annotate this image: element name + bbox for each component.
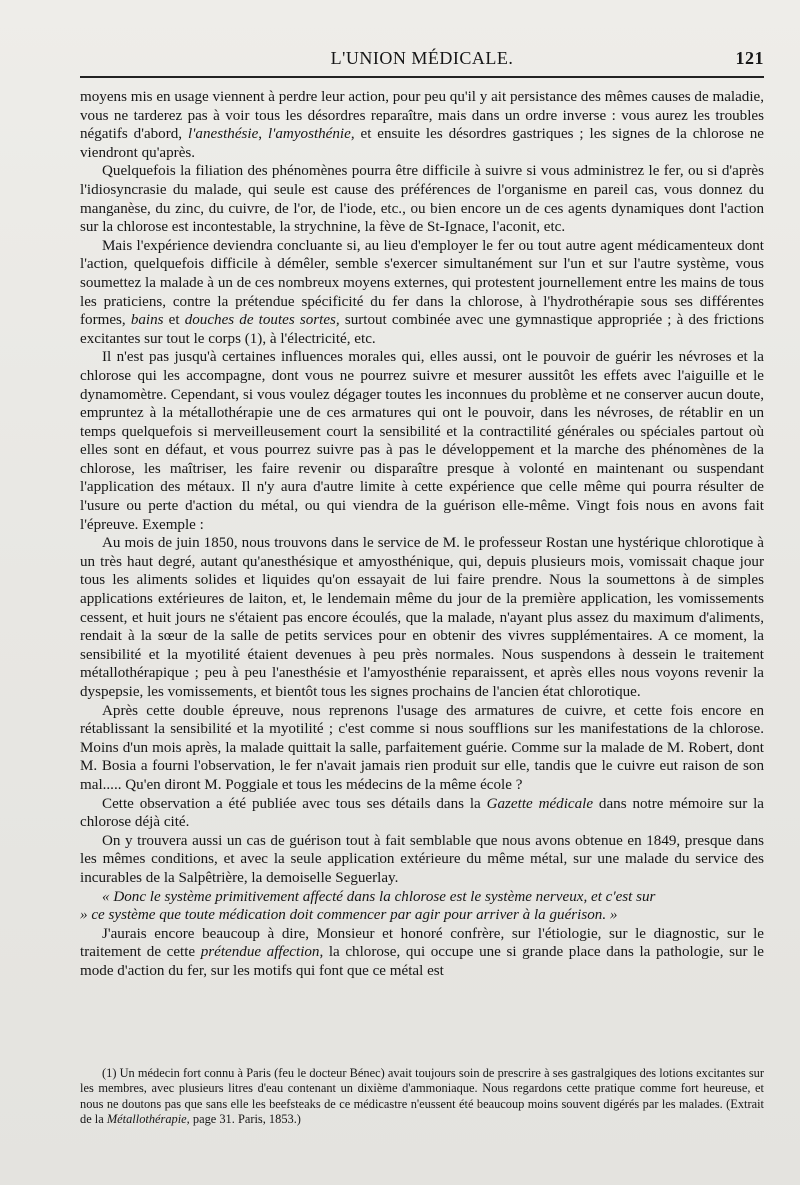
paragraph-5: Au mois de juin 1850, nous trouvons dans le service de M. le professeur Rostan une hystérique chlorotique à un très haut degré, autant qu'anesthésique et amyosthénique, qui, depuis plusieurs mois, vomissait chaque jour tous les aliments solides et liquides qu'on essayait de lui faire prendre. Nous la soumettons à de simples applications extérieures de laiton, et, le lendemain même du jour de la première application, les vomissements cessent, et huit jours ne s'étaient pas encore écoulés, que la malade, n'ayant plus assez du maximum d'aliments, rendait à la sœur de la salle de petits services pour en obtenir des vivres supplémentaires. A ce moment, la sensibilité et la myotilité étaient devenues à peu près normales. Nous suspendons à dessein le traitement métallothérapique ; peu à peu l'anesthésie et l'amyosthénie reparaissent, et après elles nous voyons revenir la dyspepsie, les vomissements, et bientôt tous les signes prochains de l'ancien état chlorotique. (80, 535, 764, 700)
paragraph-1-italic-1: l'anesthésie (187, 126, 259, 143)
paragraph-3-end: surtout combinée avec une gymnastique appropriée ; à des frictions excitantes sur tout le corps (1), à l'électricité, etc. (80, 312, 764, 347)
paragraph-10 (80, 925, 764, 981)
quote-line-2: » ce système que toute médication doit commencer par agir pour arriver à la guérison. » (80, 907, 618, 924)
paragraph-7 (80, 795, 764, 832)
footnote-1-end: page 31. Paris, 1853.) (189, 1112, 301, 1127)
footnote-1-text: (1) Un médecin fort connu à Paris (feu le docteur Bénec) avait toujours soin de prescrire à ses gastralgiques des lotions excitantes sur les membres, avec plusieurs litres d'eau contenant un dixième d'ammoniaque. Nous regardons cette pratique comme fort heureuse, et nous ne doutons pas que sans elle les beefsteaks de ce médicastre n'eussent été beaucoup moins souvent digérés par les malades. (Extrait de la (80, 1066, 764, 1127)
paragraph-1-text: moyens mis en usage viennent à perdre leur action, pour peu qu'il y ait persistance des mêmes causes de maladie, vous ne tarderez pas à voir tous les désordres reparaître, mais dans un ordre inverse : vous aurez les troubles négatifs d'abord, (80, 89, 764, 143)
paragraph-10-text: J'aurais encore beaucoup à dire, Monsieur et honoré confrère, sur l'étiologie, sur le diagnostic, sur le traitement de cette (80, 925, 764, 961)
paragraph-1-italic-2: l'amyosthénie (267, 126, 351, 143)
paragraph-1 (80, 88, 764, 162)
footnote-block (80, 1066, 764, 1128)
footnote-1 (80, 1066, 764, 1128)
paragraph-7-text: Cette observation a été publiée avec tous ses détails dans la (102, 795, 487, 812)
paragraph-8: On y trouvera aussi un cas de guérison tout à fait semblable que nous avons obtenue en 1849, presque dans les mêmes conditions, et avec la seule application extérieure du même métal, sur une malade du service des incurables de la Salpêtrière, la demoiselle Seguerlay. (80, 832, 764, 886)
paragraph-10-italic: prétendue affection, (200, 944, 324, 961)
paragraph-3-text: Mais l'expérience deviendra concluante si, au lieu d'employer le fer ou tout autre agent médicamenteux dont l'action, quelquefois difficile à démêler, semble s'exercer simultanément sur l'un et sur l'autre système, vous soumettez la malade à un de ces nombreux moyens externes, qui protestent journellement entre les mains de tous les praticiens, contre la prétendue spécificité du fer dans la chlorose, à l'hydrothérapie sous ses différentes formes, (80, 237, 764, 329)
quote-line-1: « Donc le système primitivement affecté dans la chlorose est le système nerveux, et c'est sur (102, 888, 656, 905)
paragraph-1-sep: , (258, 126, 268, 143)
page-number: 121 (735, 48, 764, 68)
paragraph-3-and: et (163, 312, 185, 329)
paragraph-3-italic-1: bains (130, 312, 164, 329)
paragraph-10-end: la chlorose, qui occupe une si grande place dans la pathologie, sur le mode d'action du fer, sur les motifs qui font que ce métal est (80, 944, 765, 979)
running-header (80, 48, 764, 72)
footnote-1-italic: Métallothérapie, (106, 1112, 190, 1127)
paragraph-4: Il n'est pas jusqu'à certaines influences morales qui, elles aussi, ont le pouvoir de guérir les névroses et la chlorose qui les accompagne, dont vous ne pourrez suivre et mesurer aussitôt les effets avec l'aiguille et le dynamomètre. Cependant, si vous voulez dégager toutes les inconnues du problème et ne conserver aucun doute, empruntez à la métallothérapie une de ces armatures qui ont le pouvoir, dans les névroses, de rétablir en un temps quelquefois si merveilleusement court la sensibilité et la contractilité générales ou spéciales partout où elles sont en défaut, et vous pourrez suivre pas à pas le développement et la marche des phénomènes de la chlorose, les maîtriser, les faire revenir ou disparaître presque à volonté en maintenant ou suspendant l'application des métaux. Il n'y aura d'autre limite à cette expérience que celle même qui pourra résulter de l'usure ou perte d'action du métal, ou qui viendra de la guérison elle-même. Vingt fois nous en avons fait l'épreuve. Exemple : (80, 349, 764, 533)
paragraph-7-italic: Gazette médicale (486, 795, 594, 812)
paragraph-6: Après cette double épreuve, nous reprenons l'usage des armatures de cuivre, et cette fois encore en rétablissant la sensibilité et la myotilité ; c'est comme si nous soufflions sur les manifestations de la chlorose. Moins d'un mois après, la malade quittait la salle, parfaitement guérie. Comme sur la malade de M. Robert, dont M. Bosia a fourni l'observation, le fer n'avait jamais rien produit sur elle, tandis que le cuivre eut raison de son mal..... Qu'en diront M. Poggiale et tous les médecins de la même école ? (80, 702, 764, 793)
paragraph-2: Quelquefois la filiation des phénomènes pourra être difficile à suivre si vous administrez le fer, ou si d'après l'idiosyncrasie du malade, qui seule est cause des préférences de l'organisme en pareil cas, vous donnez du manganèse, du zinc, du cuivre, de l'or, de l'iode, etc., ou bien encore un de ces agents dynamiques dont l'action sur la chlorose est incontestable, la strychnine, la fève de St-Ignace, l'aconit, etc. (80, 163, 764, 236)
paragraph-3 (80, 237, 764, 349)
paragraph-3-italic-2: douches de toutes sortes, (184, 312, 340, 329)
paragraph-1-end: , et ensuite les désordres gastriques ; les signes de la chlorose ne viendront qu'après. (80, 126, 764, 161)
paragraph-7-end: dans notre mémoire sur la chlorose déjà cité. (80, 795, 765, 831)
main-text (80, 88, 764, 981)
header-rule (80, 76, 764, 78)
journal-title: L'UNION MÉDICALE. (330, 48, 514, 68)
